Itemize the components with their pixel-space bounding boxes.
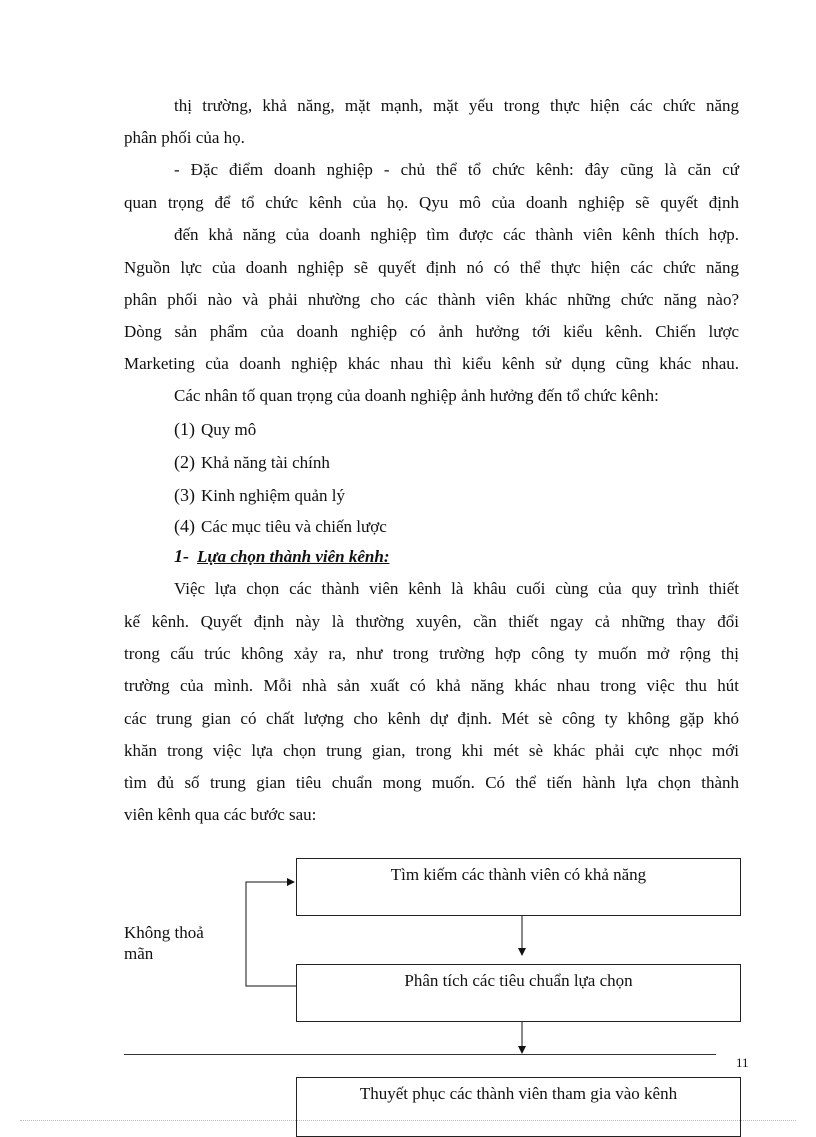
flow-step-label: Thuyết phục các thành viên tham gia vào kênh <box>359 1084 678 1103</box>
flow-step-label: Phân tích các tiêu chuẩn lựa chọn <box>404 971 633 990</box>
text-line: thị trường, khả năng, mặt mạnh, mặt yếu trong thực hiện các chức năng <box>174 96 739 115</box>
factor-text: Khả năng tài chính <box>201 453 330 472</box>
factor-number: (2) <box>174 452 195 472</box>
factor-number: (1) <box>174 419 195 439</box>
footer-rule <box>124 1054 716 1055</box>
text-line: Dòng sản phẩm của doanh nghiệp có ảnh hưởng tới kiểu kênh. Chiến lược <box>124 322 739 341</box>
section-number: 1- <box>174 546 189 566</box>
text-line: khăn trong việc lựa chọn trung gian, trong khi mét sè khác phải cực nhọc mới <box>124 741 739 760</box>
text-line: Các nhân tố quan trọng của doanh nghiệp ảnh hưởng đến tổ chức kênh: <box>174 386 659 405</box>
text-line: Marketing của doanh nghiệp khác nhau thì kiểu kênh sử dụng cũng khác nhau. <box>124 354 739 373</box>
page-border <box>20 1120 796 1121</box>
flow-step-persuade <box>296 1077 741 1137</box>
section-title: Lựa chọn thành viên kênh: <box>197 547 390 566</box>
flow-step-label: Tìm kiếm các thành viên có khả năng <box>390 865 647 884</box>
text-line: đến khả năng của doanh nghiệp tìm được các thành viên kênh thích hợp. <box>174 225 739 244</box>
factor-text: Quy mô <box>201 420 257 439</box>
feedback-arrow <box>246 882 296 986</box>
text-line: kế kênh. Quyết định này là thường xuyên, cần thiết ngay cả những thay đổi <box>124 612 739 631</box>
factor-text: Các mục tiêu và chiến lược <box>201 517 387 536</box>
factor-text: Kinh nghiệm quản lý <box>201 486 346 505</box>
text-line: Nguồn lực của doanh nghiệp sẽ quyết định nó có thể thực hiện các chức năng <box>124 258 739 277</box>
text-line: phân phối của họ. <box>124 128 245 147</box>
text-line: quan trọng để tổ chức kênh của họ. Qyu mô của doanh nghiệp sẽ quyết định <box>124 193 739 212</box>
text-line: phân phối nào và phải nhường cho các thành viên khác những chức năng nào? <box>124 290 739 309</box>
text-line: Việc lựa chọn các thành viên kênh là khâu cuối cùng của quy trình thiết <box>174 579 739 598</box>
text-line: trong cấu trúc không xảy ra, như trong trường hợp công ty muốn mở rộng thị <box>124 644 739 663</box>
text-line: các trung gian có chất lượng cho kênh dự định. Mét sè công ty không gặp khó <box>124 709 739 728</box>
factor-number: (3) <box>174 485 195 505</box>
text-line: - Đặc điểm doanh nghiệp - chủ thể tổ chức kênh: đây cũng là căn cứ <box>174 160 739 179</box>
text-line: viên kênh qua các bước sau: <box>124 805 317 824</box>
feedback-label: Không thoả mãn <box>124 923 204 963</box>
flow-step-search <box>296 858 741 916</box>
flow-step-analyze <box>296 964 741 1022</box>
text-line: tìm đủ số trung gian tiêu chuẩn mong muốn. Có thể tiến hành lựa chọn thành <box>124 773 739 792</box>
page-number: 11 <box>736 1055 749 1070</box>
text-line: trường của mình. Mỗi nhà sản xuất có khả năng khác nhau trong việc thu hút <box>124 676 739 695</box>
factor-number: (4) <box>174 516 195 536</box>
